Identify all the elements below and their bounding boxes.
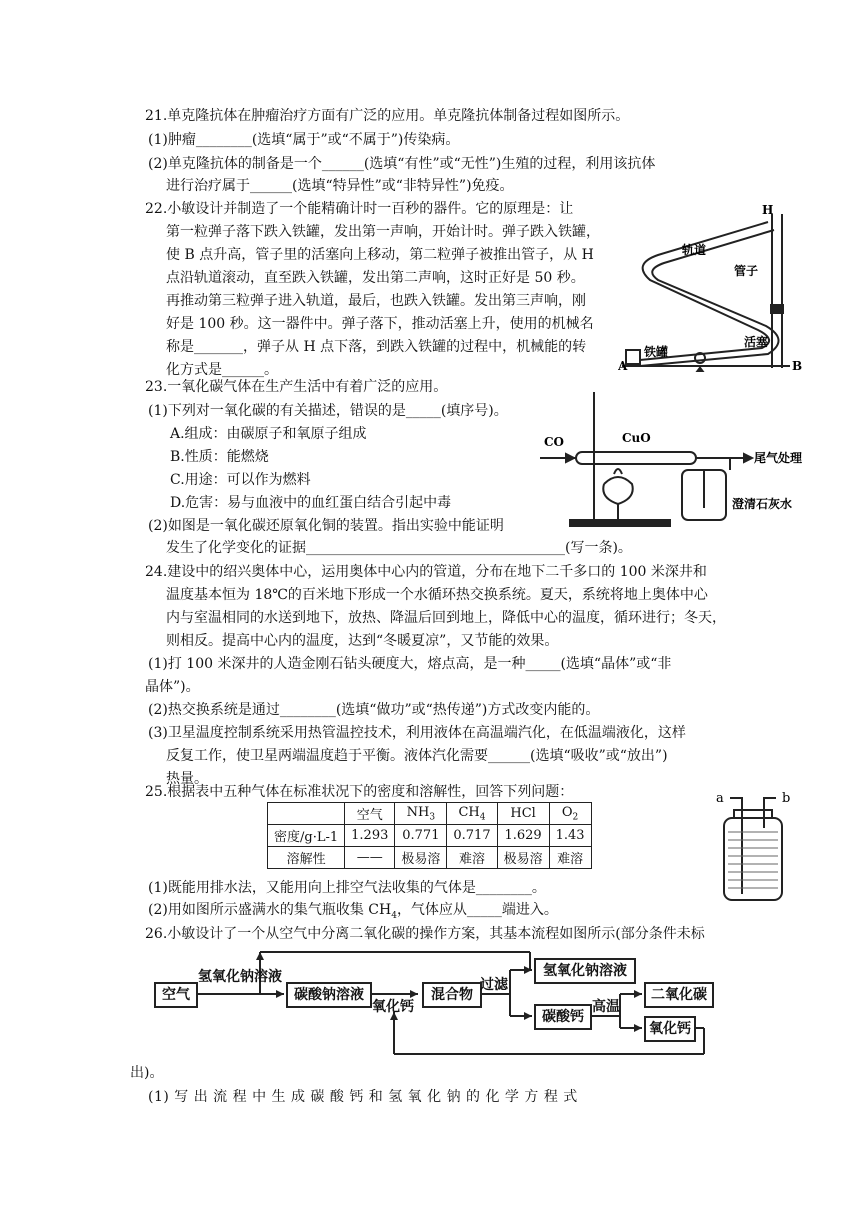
q22-line5: 再推动第三粒弹子进入轨道，最后，也跌入铁罐。发出第三声响，刚 [166,293,586,309]
table-cell: —— [345,847,395,869]
flow-box-caco3: 碳酸钙 [534,1004,592,1030]
q22-line1: 22.小敏设计并制造了一个能精确计时一百秒的器件。它的原理是：让 [145,201,574,217]
gas-bottle-figure [712,788,796,904]
table-cell: 0.717 [447,825,497,847]
label-h: H [762,203,774,217]
table-cell: 难溶 [447,847,497,869]
q24-part3a: (3)卫星温度控制系统采用热管温控技术，利用液体在高温端汽化，在低温端液化，这样 [148,725,686,741]
q24-part1a: (1)打 100 米深井的人造金刚石钻头硬度大，熔点高，是一种_____(选填“晶体”或“非 [148,656,672,672]
q26-stem-end: 出)。 [130,1065,164,1081]
table-cell: 密度/g·L-1 [268,825,345,847]
table-cell: 极易溶 [497,847,549,869]
table-cell: 溶解性 [268,847,345,869]
co-reduction-apparatus [540,388,810,528]
q22-line3: 使 B 点升高，管子里的活塞向上移动，第二粒弹子被推出管子，从 H [166,247,594,263]
q24-line3: 内与室温相同的水送到地下，放热、降温后回到地上，降低中心的温度，循环进行；冬天， [166,610,726,626]
label-cuo: CuO [622,431,651,445]
table-cell: 1.43 [549,825,591,847]
table-row [268,825,592,847]
label-piston: 活塞 [744,335,769,349]
table-cell: 极易溶 [395,847,447,869]
flow-box-cao: 氧化钙 [644,1016,696,1042]
label-a: a [716,791,724,806]
table-cell: 1.629 [497,825,549,847]
q24-line2: 温度基本恒为 18℃的百米地下形成一个水循环热交换系统。夏天，系统将地上奥体中心 [166,587,708,603]
flow-box-air: 空气 [154,982,198,1008]
q22-line7: 称是_______，弹子从 H 点下落，到跌入铁罐的过程中，机械能的转 [166,339,587,355]
q21-part2b: 进行治疗属于______(选填“特异性”或“非特异性”)免疫。 [166,178,514,194]
table-header-cell: HCl [497,803,549,825]
q24-part2: (2)热交换系统是通过________(选填“做功”或“热传递”)方式改变内能的。 [148,702,600,718]
q23-option-d: D.危害：易与血液中的血红蛋白结合引起中毒 [170,495,452,511]
q23-option-c: C.用途：可以作为燃料 [170,472,311,488]
flow-box-mixture: 混合物 [422,982,482,1008]
table-row [268,847,592,869]
q24-line1: 24.建设中的绍兴奥体中心，运用奥体中心内的管道，分布在地下二千多口的 100 米深井和 [145,564,707,580]
label-limewater: 澄清石灰水 [732,497,793,511]
q24-part3c: 热量。 [166,771,208,787]
table-cell: 难溶 [549,847,591,869]
table-header-cell: 空气 [345,803,395,825]
q24-part3b: 反复工作，使卫星两端温度趋于平衡。液体汽化需要______(选填“吸收”或“放出”) [166,748,668,764]
table-header-cell: $CH_4$ [447,803,497,825]
q22-line4: 点沿轨道滚动，直至跌入铁罐，发出第二声响，这时正好是 50 秒。 [166,270,585,286]
q21-part2a: (2)单克隆抗体的制备是一个______(选填“有性”或“无性”)生殖的过程，利用该抗体 [148,156,656,172]
q23-option-b: B.性质：能燃烧 [170,449,269,465]
label-co: CO [544,435,565,449]
flow-box-naoh: 氢氧化钠溶液 [534,958,636,984]
flow-label-high-temp: 高温 [592,999,620,1015]
gas-properties-table [267,802,592,869]
table-header-row [268,803,592,825]
table-header-cell: $NH_3$ [395,803,447,825]
label-exhaust: 尾气处理 [754,451,803,465]
q25-part1: (1)既能用排水法，又能用向上排空气法收集的气体是________。 [148,880,546,896]
q24-part1b: 晶体”)。 [145,679,200,695]
table-cell: 0.771 [395,825,447,847]
q22-line6: 好是 100 秒。这一器件中。弹子落下，推动活塞上升，使用的机械名 [166,316,594,332]
q21-part1: (1)肿瘤________(选填“属于”或“不属于”)传染病。 [148,132,460,148]
label-can: 铁罐 [644,345,669,359]
q23-part1: (1)下列对一氧化碳的有关描述，错误的是_____(填序号)。 [148,403,508,419]
q23-part2a: (2)如图是一氧化碳还原氧化铜的装置。指出实验中能证明 [148,518,504,534]
flow-box-na2co3: 碳酸钠溶液 [286,982,372,1008]
label-b: B [792,359,803,372]
q22-line2: 第一粒弹子落下跌入铁罐，发出第一声响，开始计时。弹子跌入铁罐， [166,224,600,240]
timer-device-figure [618,200,804,372]
table-cell: 1.293 [345,825,395,847]
q24-line4: 则相反。提高中心内的温度，达到“冬暖夏凉”，又节能的效果。 [166,633,559,649]
q23-option-a: A.组成：由碳原子和氧原子组成 [170,426,367,442]
flow-label-filter: 过滤 [480,977,508,993]
q26-part1: (1) 写 出 流 程 中 生 成 碳 酸 钙 和 氢 氧 化 钠 的 化 学 方 程 式 [148,1089,578,1105]
q23-stem: 23.一氧化碳气体在生产生活中有着广泛的应用。 [145,379,448,395]
table-header-cell [268,803,345,825]
q26-stem: 26.小敏设计了一个从空气中分离二氧化碳的操作方案，其基本流程如图所示(部分条件未标 [145,926,705,942]
co2-separation-flowchart [150,944,720,1064]
flow-box-co2: 二氧化碳 [644,982,714,1008]
label-a: A [618,359,628,372]
q23-part2b: 发生了化学变化的证据_____________________________________(写一条)。 [166,540,632,556]
label-track: 轨道 [682,243,707,257]
label-b: b [782,791,791,806]
q22-line8: 化方式是______。 [166,362,278,378]
q25-part2: (2)用如图所示盛满水的集气瓶收集 $CH_4$，气体应从_____端进入。 [148,902,558,921]
flow-label-cao: 氧化钙 [372,999,414,1015]
label-tube: 管子 [734,264,759,278]
q21-stem: 21.单克隆抗体在肿瘤治疗方面有广泛的应用。单克隆抗体制备过程如图所示。 [145,108,630,124]
q25-stem: 25.根据表中五种气体在标准状况下的密度和溶解性，回答下列问题： [145,784,574,800]
flow-label-naoh-top: 氢氧化钠溶液 [198,969,282,985]
table-header-cell: $O_2$ [549,803,591,825]
